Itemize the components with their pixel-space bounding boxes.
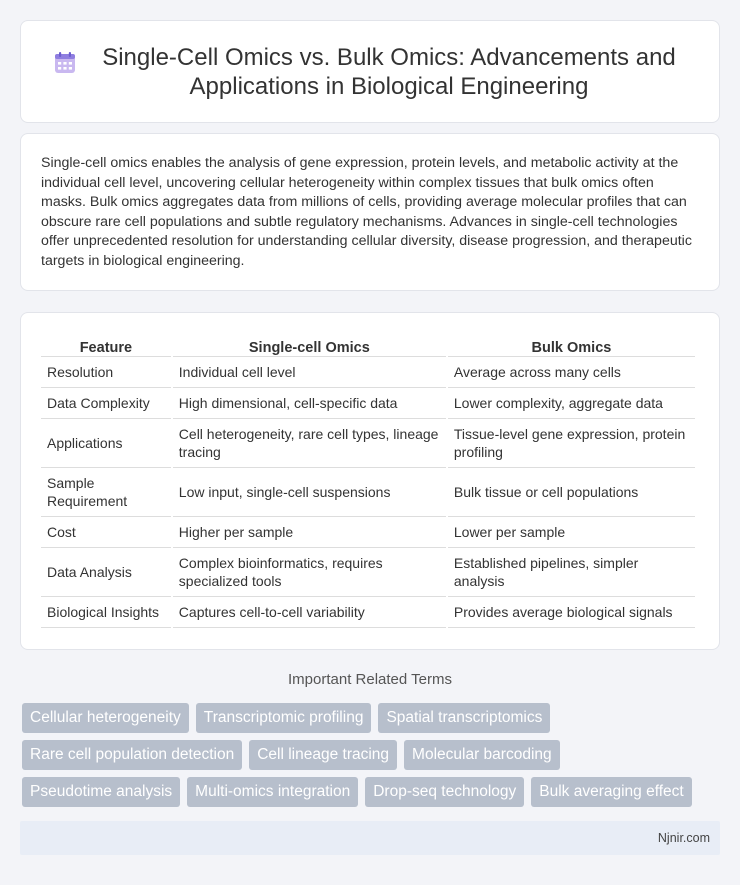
row-single-cell: High dimensional, cell-specific data bbox=[173, 388, 446, 419]
title-card bbox=[20, 20, 720, 123]
row-feature: Data Complexity bbox=[41, 388, 171, 419]
footer-site[interactable]: Njnir.com bbox=[657, 831, 710, 845]
row-feature: Applications bbox=[41, 419, 171, 468]
table-row bbox=[41, 597, 695, 628]
calendar-icon bbox=[50, 48, 80, 78]
row-bulk: Established pipelines, simpler analysis bbox=[448, 548, 695, 597]
related-terms-title: Important Related Terms bbox=[288, 671, 452, 688]
table-row bbox=[41, 468, 695, 517]
table-header-row bbox=[41, 333, 695, 357]
tag-cell-lineage-tracing[interactable]: Cell lineage tracing bbox=[249, 740, 397, 770]
row-single-cell: Captures cell-to-cell variability bbox=[173, 597, 446, 628]
row-single-cell: Cell heterogeneity, rare cell types, lineage tracing bbox=[173, 419, 446, 468]
tag-drop-seq-technology[interactable]: Drop-seq technology bbox=[365, 777, 524, 807]
header-single-cell: Single-cell Omics bbox=[173, 333, 446, 357]
row-bulk: Provides average biological signals bbox=[448, 597, 695, 628]
row-bulk: Lower per sample bbox=[448, 517, 695, 548]
footer bbox=[20, 821, 720, 855]
comparison-card bbox=[20, 312, 720, 650]
header-feature: Feature bbox=[41, 333, 171, 357]
row-single-cell: Low input, single-cell suspensions bbox=[173, 468, 446, 517]
table-row bbox=[41, 548, 695, 597]
comparison-table bbox=[39, 333, 697, 628]
related-terms-list bbox=[22, 703, 722, 807]
tag-bulk-averaging-effect[interactable]: Bulk averaging effect bbox=[531, 777, 691, 807]
row-bulk: Tissue-level gene expression, protein profiling bbox=[448, 419, 695, 468]
row-bulk: Lower complexity, aggregate data bbox=[448, 388, 695, 419]
table-row bbox=[41, 419, 695, 468]
table-row bbox=[41, 357, 695, 388]
table-row bbox=[41, 517, 695, 548]
row-feature: Sample Requirement bbox=[41, 468, 171, 517]
tag-multi-omics-integration[interactable]: Multi-omics integration bbox=[187, 777, 358, 807]
tag-transcriptomic-profiling[interactable]: Transcriptomic profiling bbox=[196, 703, 372, 733]
tag-pseudotime-analysis[interactable]: Pseudotime analysis bbox=[22, 777, 180, 807]
row-single-cell: Complex bioinformatics, requires specialized tools bbox=[173, 548, 446, 597]
row-feature: Resolution bbox=[41, 357, 171, 388]
row-single-cell: Higher per sample bbox=[173, 517, 446, 548]
row-feature: Biological Insights bbox=[41, 597, 171, 628]
intro-card bbox=[20, 133, 720, 291]
page-title: Single-Cell Omics vs. Bulk Omics: Advancements and Applications in Biological Engineering bbox=[102, 43, 676, 100]
tag-rare-cell-population-detection[interactable]: Rare cell population detection bbox=[22, 740, 242, 770]
tag-molecular-barcoding[interactable]: Molecular barcoding bbox=[404, 740, 560, 770]
row-single-cell: Individual cell level bbox=[173, 357, 446, 388]
row-feature: Data Analysis bbox=[41, 548, 171, 597]
tag-spatial-transcriptomics[interactable]: Spatial transcriptomics bbox=[378, 703, 550, 733]
row-feature: Cost bbox=[41, 517, 171, 548]
table-row bbox=[41, 388, 695, 419]
header-bulk: Bulk Omics bbox=[448, 333, 695, 357]
row-bulk: Bulk tissue or cell populations bbox=[448, 468, 695, 517]
intro-paragraph: Single-cell omics enables the analysis of gene expression, protein levels, and metabolic activity at the individual cell level, uncovering cellular heterogeneity within complex tissues that bulk omics often masks. Bulk omics aggregates data from millions of cells, providing average molecular profiles that can obscure rare cell populations and subtle regulatory mechanisms. Advances in single-cell technologies offer unprecedented resolution for understanding cellular diversity, disease progression, and therapeutic targets in biological engineering. bbox=[41, 155, 692, 269]
row-bulk: Average across many cells bbox=[448, 357, 695, 388]
tag-cellular-heterogeneity[interactable]: Cellular heterogeneity bbox=[22, 703, 189, 733]
